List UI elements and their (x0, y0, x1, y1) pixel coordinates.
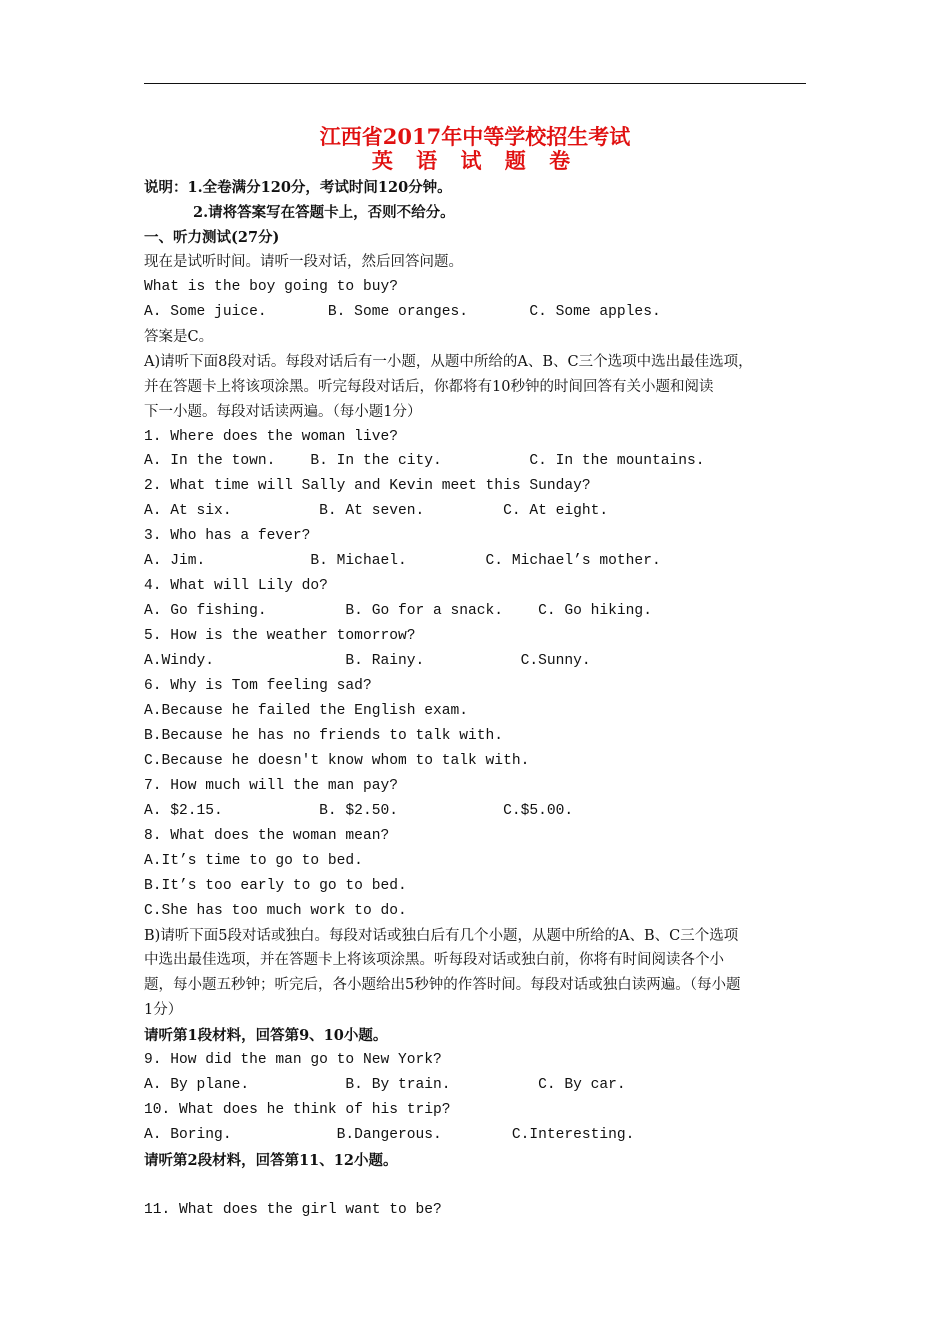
text-line: 1分） (144, 1002, 183, 1019)
exam-title: 江西省2017年中等学校招生考试 (319, 124, 631, 149)
text-line: 请听第1段材料，回答第9、10小题。 (144, 1027, 388, 1045)
text-line: B)请听下面5段对话或独白。每段对话或独白后有几个小题，从题中所给的A、B、C三个选项 (144, 927, 739, 944)
text-line: What is the boy going to buy? (144, 278, 398, 295)
text-line: A.It’s time to go to bed. (144, 852, 363, 869)
text-line: A. $2.15. B. $2.50. C.$5.00. (144, 802, 574, 819)
text-line: A. Some juice. B. Some oranges. C. Some apples. (144, 303, 661, 320)
text-line: 7. How much will the man pay? (144, 777, 398, 794)
text-line: 并在答题卡上将该项涂黑。听完每段对话后，你都将有10秒钟的时间回答有关小题和阅读 (144, 378, 714, 395)
text-line: 8. What does the woman mean? (144, 827, 390, 844)
header-rule (144, 83, 806, 84)
text-line: A. Boring. B.Dangerous. C.Interesting. (144, 1127, 635, 1144)
text-line: 2. What time will Sally and Kevin meet this Sunday? (144, 478, 591, 495)
text-line: A. In the town. B. In the city. C. In the mountains. (144, 453, 705, 470)
text-line: A.Because he failed the English exam. (144, 702, 469, 719)
text-line: B.It’s too early to go to bed. (144, 877, 407, 894)
text-line: 题，每小题五秒钟；听完后，各小题给出5秒钟的作答时间。每段对话或独白读两遍。（每小题 (144, 977, 741, 994)
text-line: 一、听力测试(27分) (144, 228, 280, 246)
text-line: C.Because he doesn't know whom to talk with. (144, 752, 530, 769)
text-line: A.Windy. B. Rainy. C.Sunny. (144, 653, 591, 669)
text-line: A. By plane. B. By train. C. By car. (144, 1077, 626, 1094)
text-line: A)请听下面8段对话。每段对话后有一小题，从题中所给的A、B、C三个选项中选出最佳选项， (144, 353, 753, 370)
text-line: 5. How is the weather tomorrow? (144, 628, 416, 645)
text-line: 9. How did the man go to New York? (144, 1052, 442, 1069)
text-line: 请听第2段材料，回答第11、12小题。 (144, 1152, 398, 1169)
text-line: 4. What will Lily do? (144, 578, 328, 595)
text-line: A. Go fishing. B. Go for a snack. C. Go hiking. (144, 603, 652, 620)
text-line: 6. Why is Tom feeling sad? (144, 678, 372, 694)
text-line: 11. What does the girl want to be? (144, 1201, 442, 1218)
text-line: A. At six. B. At seven. C. At eight. (144, 503, 609, 520)
text-line: 说明：1.全卷满分120分，考试时间120分钟。 (144, 179, 452, 196)
text-line: C.She has too much work to do. (144, 902, 407, 919)
text-line: 1. Where does the woman live? (144, 428, 398, 445)
text-line: 10. What does he think of his trip? (144, 1102, 451, 1119)
text-line: 2.请将答案写在答题卡上，否则不给分。 (193, 203, 455, 221)
exam-subtitle: 英 语 试 题 卷 (371, 148, 579, 173)
text-line: 答案是C。 (144, 328, 214, 345)
text-line: 现在是试听时间。请听一段对话，然后回答问题。 (144, 253, 463, 270)
text-line: 3. Who has a fever? (144, 528, 311, 545)
text-line: B.Because he has no friends to talk with. (144, 727, 504, 744)
text-line: 中选出最佳选项，并在答题卡上将该项涂黑。听每段对话或独白前，你将有时间阅读各个小 (144, 952, 724, 969)
text-line: 下一小题。每段对话读两遍。（每小题1分） (144, 403, 422, 420)
text-line: A. Jim. B. Michael. C. Michael’s mother. (144, 553, 661, 570)
